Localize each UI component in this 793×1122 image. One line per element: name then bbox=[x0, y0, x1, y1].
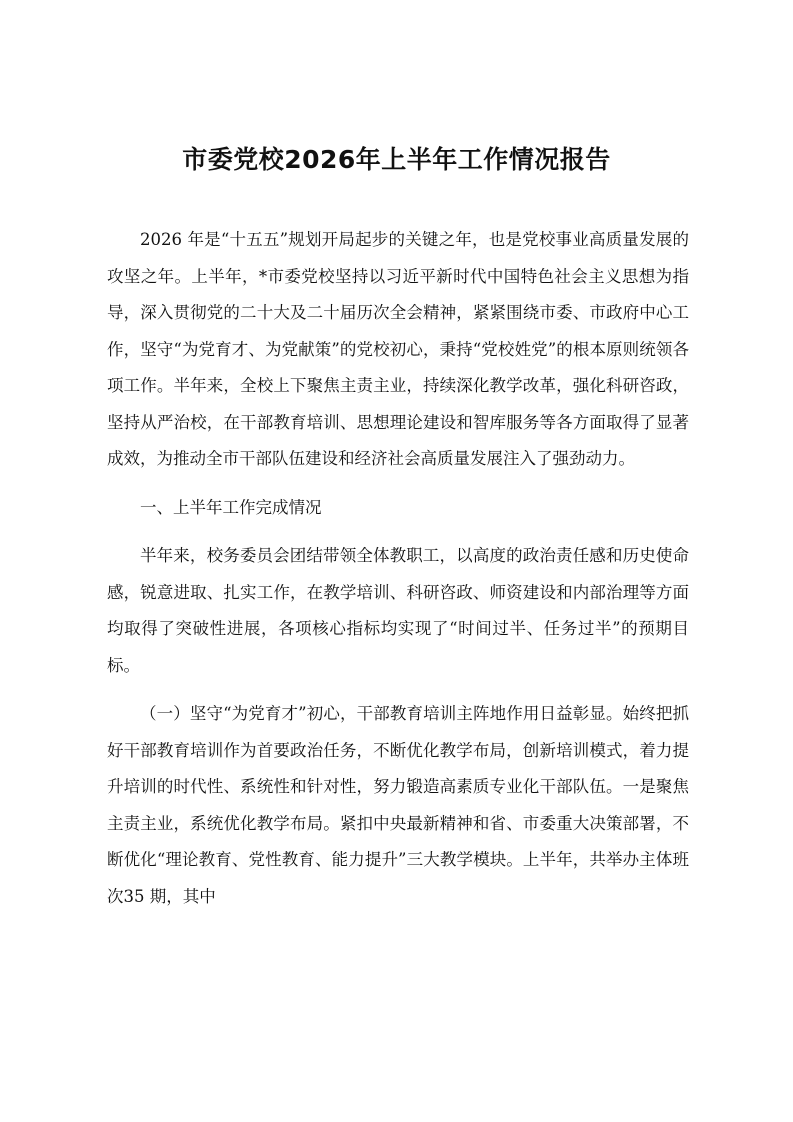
paragraph-overview: 半年来，校务委员会团结带领全体教职工，以高度的政治责任感和历史使命感，锐意进取、扎实工作，在教学培训、科研咨政、师资建设和内部治理等方面均取得了突破性进展，各项核心指标均实现了“时间过半、任务过半”的预期目标。 bbox=[107, 546, 689, 675]
paragraph-intro: 2026 年是“十五五”规划开局起步的关键之年，也是党校事业高质量发展的攻坚之年。上半年，*市委党校坚持以习近平新时代中国特色社会主义思想为指导，深入贯彻党的二十大及二十届历次全会精神，紧紧围绕市委、市政府中心工作，坚守“为党育才、为党献策”的党校初心，秉持“党校姓党”的根本原则统领各项工作。半年来，全校上下聚焦主责主业，持续深化教学改革，强化科研咨政，坚持从严治校，在干部教育培训、思想理论建设和智库服务等各方面取得了显著成效，为推动全市干部队伍建设和经济社会高质量发展注入了强劲动力。 bbox=[107, 230, 689, 468]
section-heading: 一、上半年工作完成情况 bbox=[140, 497, 322, 517]
paragraph-training: （一）坚守“为党育才”初心，干部教育培训主阵地作用日益彰显。始终把抓好干部教育培训作为首要政治任务，不断优化教学布局，创新培训模式，着力提升培训的时代性、系统性和针对性，努力锻造高素质专业化干部队伍。一是聚焦主责主业，系统优化教学布局。紧扣中央最新精神和省、市委重大决策部署，不断优化“理论教育、党性教育、能力提升”三大教学模块。上半年，共举办主体班次35 期，其中 bbox=[107, 704, 689, 906]
document-title: 市委党校2026年上半年工作情况报告 bbox=[182, 145, 611, 174]
document-body bbox=[107, 222, 689, 927]
